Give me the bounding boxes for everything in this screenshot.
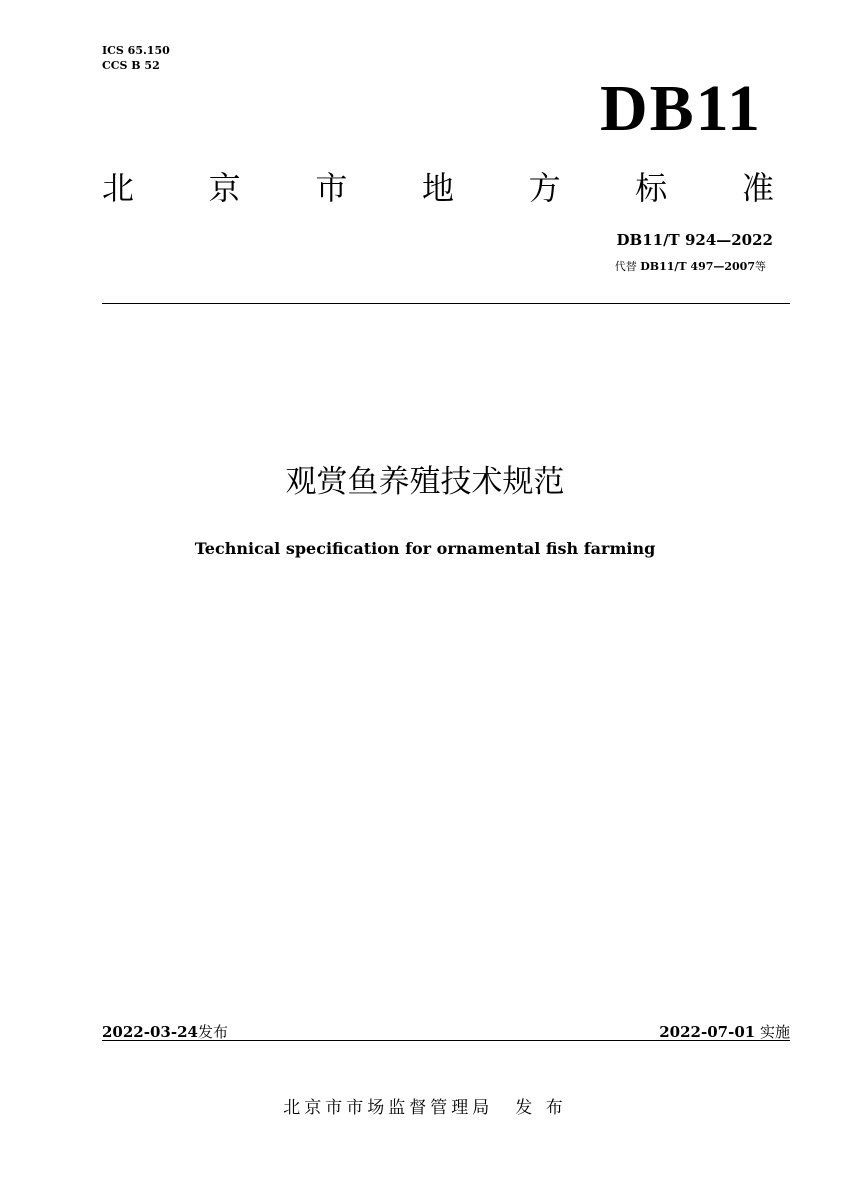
- publish-date: 2022-03-24: [102, 1023, 198, 1041]
- standard-type-char: 标: [635, 169, 668, 207]
- ccs-code: CCS B 52: [102, 59, 160, 72]
- replaces-code: DB11/T 497—2007: [640, 260, 755, 273]
- publish-date-line: [102, 1022, 228, 1042]
- classification-codes: [102, 43, 170, 73]
- standard-type-char: 北: [102, 169, 135, 207]
- issuer-action: 发 布: [515, 1098, 567, 1118]
- ics-code: ICS 65.150: [102, 44, 170, 57]
- standard-type-char: 地: [421, 169, 454, 207]
- standard-type-char: 方: [528, 169, 561, 207]
- replaces-prefix: 代替: [614, 260, 637, 273]
- db11-mark: DB11: [599, 72, 762, 145]
- issuer-line: [0, 1095, 850, 1121]
- publish-label: 发布: [197, 1023, 228, 1041]
- bottom-divider: [102, 1040, 790, 1041]
- standard-number: DB11/T 924—2022: [616, 231, 773, 249]
- document-title-english: Technical specification for ornamental fish farming: [194, 539, 656, 558]
- standard-type-char: 市: [315, 169, 348, 207]
- implement-label: 实施: [759, 1023, 790, 1041]
- document-title-chinese: 观赏鱼养殖技术规范: [285, 464, 565, 500]
- replaces-note: [615, 258, 766, 276]
- implement-date: 2022-07-01: [659, 1023, 756, 1041]
- issuer-name: 北京市市场监督管理局: [283, 1098, 494, 1118]
- standard-type-char: 京: [208, 169, 241, 207]
- standard-type-char: 准: [741, 169, 774, 207]
- standard-type-title: [102, 166, 774, 210]
- replaces-suffix: 等: [755, 260, 766, 273]
- top-divider: [102, 303, 790, 304]
- implement-date-line: [659, 1022, 790, 1042]
